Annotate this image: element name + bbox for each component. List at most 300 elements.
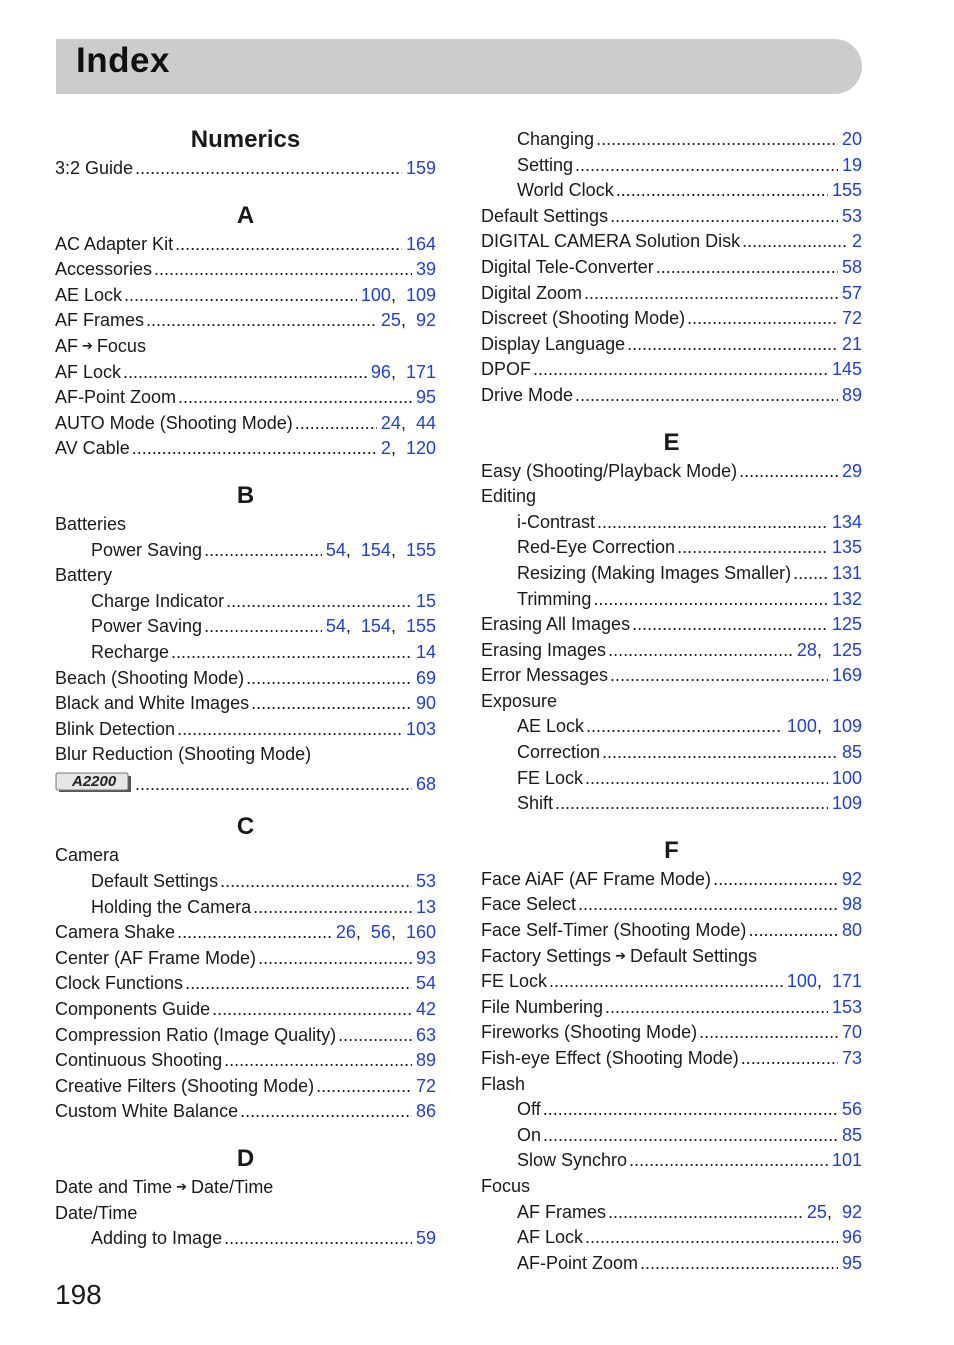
leader-dots <box>251 691 412 717</box>
page-link[interactable]: 171 <box>405 361 436 382</box>
page-link[interactable]: 132 <box>831 588 862 609</box>
index-entry <box>55 717 436 743</box>
see-reference: Focus <box>96 335 146 356</box>
page-link[interactable]: 21 <box>841 333 862 354</box>
entry-label: Beach (Shooting Mode) <box>55 667 245 688</box>
page-references <box>326 538 436 564</box>
index-entry <box>55 1048 436 1074</box>
entry-label: Components Guide <box>55 999 211 1020</box>
leader-dots <box>240 1099 412 1125</box>
leader-dots <box>593 587 828 613</box>
leader-dots <box>741 1046 838 1072</box>
index-entry <box>55 1099 436 1125</box>
page-link[interactable]: 54 <box>415 973 436 994</box>
see-arrow-icon: ➔ <box>176 1180 187 1195</box>
page-link[interactable]: 68 <box>415 773 436 794</box>
page-link[interactable]: 59 <box>415 1228 436 1249</box>
entry-label: Power Saving <box>91 539 203 560</box>
index-entry <box>55 1175 436 1201</box>
entry-label: Date/Time <box>55 1202 138 1223</box>
page-link[interactable]: 125 <box>831 614 862 635</box>
index-entry <box>55 334 436 360</box>
leader-dots <box>132 436 377 462</box>
section-heading-numerics: Numerics <box>190 126 301 153</box>
index-entry <box>481 281 862 307</box>
page-link[interactable]: 145 <box>831 359 862 380</box>
entry-label: Custom White Balance <box>55 1101 239 1122</box>
page-references <box>832 612 862 638</box>
index-entry <box>55 563 436 589</box>
index-subentry <box>481 740 862 766</box>
page-references <box>416 1226 436 1252</box>
page-references <box>832 178 862 204</box>
leader-dots <box>204 538 322 564</box>
entry-label: AF Lock <box>55 361 122 382</box>
page-separator: , <box>390 438 406 459</box>
entry-label: Fish-eye Effect (Shooting Mode) <box>481 1048 739 1068</box>
page-references <box>832 1148 862 1174</box>
index-entry <box>55 1074 436 1100</box>
page-references <box>326 614 436 640</box>
leader-dots <box>608 638 793 664</box>
index-subentry <box>481 1123 862 1149</box>
page-link[interactable]: 131 <box>831 562 862 583</box>
leader-dots <box>640 1251 838 1277</box>
page-link[interactable]: 70 <box>841 1022 862 1043</box>
page-references <box>416 895 436 921</box>
index-entry <box>481 995 862 1021</box>
page-link[interactable]: 15 <box>415 590 436 611</box>
page-link[interactable]: 154 <box>360 539 391 560</box>
leader-dots <box>699 1020 838 1046</box>
page-references <box>832 766 862 792</box>
index-subentry <box>481 1225 862 1251</box>
page-references <box>381 411 436 437</box>
entry-label: i-Contrast <box>517 511 596 532</box>
page-references <box>406 232 436 258</box>
page-link[interactable]: 92 <box>841 1201 862 1222</box>
page-link[interactable]: 80 <box>841 920 862 941</box>
page-separator: , <box>390 539 406 560</box>
leader-dots <box>224 1226 412 1252</box>
page-link[interactable]: 100 <box>786 716 817 737</box>
page-separator: , <box>400 412 416 433</box>
entry-label: Red-Eye Correction <box>517 537 676 558</box>
leader-dots <box>687 306 838 332</box>
index-entry <box>55 1201 436 1227</box>
page-link[interactable]: 103 <box>405 718 436 739</box>
page-references <box>416 971 436 997</box>
index-column-left <box>55 124 436 1252</box>
page-link[interactable]: 90 <box>415 693 436 714</box>
leader-dots <box>543 1123 838 1149</box>
page-references <box>842 1097 862 1123</box>
index-entry <box>55 411 436 437</box>
page-references <box>832 561 862 587</box>
page-link[interactable]: 96 <box>841 1227 862 1248</box>
entry-label: Exposure <box>481 690 558 711</box>
entry-label: FE Lock <box>517 767 584 788</box>
page-references <box>336 920 436 946</box>
page-link[interactable]: 86 <box>415 1101 436 1122</box>
leader-dots <box>543 1097 838 1123</box>
index-entry <box>481 612 862 638</box>
page-link[interactable]: 109 <box>405 284 436 305</box>
entry-label: Factory Settings <box>481 945 612 966</box>
page-link[interactable]: 155 <box>405 539 436 560</box>
page-link[interactable]: 63 <box>415 1024 436 1045</box>
page-references <box>381 308 436 334</box>
leader-dots <box>171 640 412 666</box>
entry-label: Face AiAF (AF Frame Mode) <box>481 868 712 889</box>
page-link[interactable]: 29 <box>841 460 862 481</box>
index-entry <box>481 306 862 332</box>
page-link[interactable]: 56 <box>370 922 391 943</box>
page-link[interactable]: 57 <box>841 282 862 303</box>
entry-label: Creative Filters (Shooting Mode) <box>55 1075 315 1096</box>
page-link[interactable]: 69 <box>415 667 436 688</box>
leader-dots <box>610 204 838 230</box>
page-link[interactable]: 42 <box>415 999 436 1020</box>
page-link[interactable]: 28 <box>796 639 817 660</box>
page-references <box>842 1123 862 1149</box>
index-column-right <box>481 127 862 1276</box>
page-references <box>842 306 862 332</box>
section-heading-f: F <box>664 836 679 864</box>
page-references <box>842 1046 862 1072</box>
page-link[interactable]: 95 <box>841 1252 862 1273</box>
leader-dots <box>224 1048 412 1074</box>
index-entry <box>55 232 436 258</box>
page-link[interactable]: 72 <box>415 1075 436 1096</box>
index-subentry <box>55 1226 436 1252</box>
leader-dots <box>608 1200 803 1226</box>
page-link[interactable]: 85 <box>841 1124 862 1145</box>
page-link[interactable]: 154 <box>360 616 391 637</box>
leader-dots <box>584 281 838 307</box>
index-entry <box>481 204 862 230</box>
page-references <box>852 229 862 255</box>
entry-label: Focus <box>481 1175 531 1196</box>
index-subentry <box>481 1200 862 1226</box>
page-link[interactable]: 89 <box>841 384 862 405</box>
page-link[interactable]: 26 <box>335 922 356 943</box>
page-link[interactable]: 155 <box>405 616 436 637</box>
entry-label: AE Lock <box>517 716 585 737</box>
entry-label: Digital Tele-Converter <box>481 256 654 277</box>
page-references <box>842 281 862 307</box>
leader-dots <box>177 717 402 743</box>
page-references <box>406 717 436 743</box>
entry-label: FE Lock <box>481 971 548 992</box>
index-subentry <box>481 766 862 792</box>
index-subentry <box>55 895 436 921</box>
index-entry <box>55 512 436 538</box>
page-link[interactable]: 13 <box>415 896 436 917</box>
page-link[interactable]: 25 <box>380 310 401 331</box>
entry-label: Resizing (Making Images Smaller) <box>517 562 792 583</box>
page-link[interactable]: 98 <box>841 894 862 915</box>
index-subentry <box>481 510 862 536</box>
index-entry <box>55 436 436 462</box>
page-references <box>842 740 862 766</box>
leader-dots <box>316 1074 412 1100</box>
index-subentry <box>481 587 862 613</box>
page-references <box>807 1200 862 1226</box>
page-references <box>416 1099 436 1125</box>
leader-dots <box>586 714 783 740</box>
page-link[interactable]: 95 <box>415 387 436 408</box>
page-link[interactable]: 96 <box>370 361 391 382</box>
see-arrow-icon: ➔ <box>615 948 626 964</box>
entry-label: AE Lock <box>55 284 123 305</box>
entry-label: Erasing Images <box>481 639 607 660</box>
entry-label: Default Settings <box>91 871 219 892</box>
page-link[interactable]: 53 <box>841 205 862 226</box>
page-link[interactable]: 109 <box>831 716 862 737</box>
leader-dots <box>226 589 412 615</box>
page-references <box>416 946 436 972</box>
page-link[interactable]: 72 <box>841 308 862 329</box>
entry-label: Display Language <box>481 333 626 354</box>
page-separator: , <box>345 616 361 637</box>
page-link[interactable]: 93 <box>415 947 436 968</box>
leader-dots <box>578 892 838 918</box>
page-references <box>416 869 436 895</box>
index-entry <box>55 691 436 717</box>
page-references <box>842 892 862 918</box>
entry-label: Batteries <box>55 513 127 534</box>
page-link[interactable]: 89 <box>415 1050 436 1071</box>
page-separator: , <box>390 284 406 305</box>
page-link[interactable]: 120 <box>405 438 436 459</box>
entry-label: Camera Shake <box>55 922 176 943</box>
index-entry <box>481 484 862 510</box>
page-link[interactable]: 171 <box>831 971 862 992</box>
page-separator: , <box>345 539 361 560</box>
entry-label: Blur Reduction (Shooting Mode) <box>55 744 312 765</box>
index-subentry <box>481 178 862 204</box>
page-references <box>416 257 436 283</box>
page-references <box>842 1020 862 1046</box>
page-link[interactable]: 109 <box>831 793 862 814</box>
index-subentry <box>481 127 862 153</box>
leader-dots <box>175 232 402 258</box>
entry-label: Editing <box>481 486 537 507</box>
entry-label: AF Frames <box>55 310 145 331</box>
page-references <box>842 255 862 281</box>
page-link[interactable]: 100 <box>786 971 817 992</box>
leader-dots <box>616 178 828 204</box>
index-subentry <box>481 561 862 587</box>
entry-label: Discreet (Shooting Mode) <box>481 308 686 329</box>
page-link[interactable]: 53 <box>415 871 436 892</box>
leader-dots <box>178 385 412 411</box>
page-link[interactable]: 54 <box>325 539 346 560</box>
page-references <box>832 357 862 383</box>
index-entry <box>481 255 862 281</box>
page-link[interactable]: 2 <box>380 438 391 459</box>
see-reference: Default Settings <box>629 945 758 966</box>
page-link[interactable]: 153 <box>831 996 862 1017</box>
leader-dots <box>533 357 828 383</box>
section-heading-e: E <box>663 428 680 456</box>
index-entry <box>481 969 862 995</box>
page-link[interactable]: 100 <box>831 767 862 788</box>
leader-dots <box>246 666 412 692</box>
index-subentry <box>55 538 436 564</box>
page-references <box>832 587 862 613</box>
index-entry <box>55 257 436 283</box>
leader-dots <box>549 969 783 995</box>
page-references <box>416 640 436 666</box>
page-separator: , <box>826 1201 842 1222</box>
section-heading-d: D <box>236 1145 255 1172</box>
page-link[interactable]: 2 <box>851 231 862 252</box>
entry-label: Flash <box>481 1073 526 1094</box>
entry-label: Holding the Camera <box>91 896 252 917</box>
leader-dots <box>610 663 828 689</box>
index-entry <box>481 867 862 893</box>
leader-dots <box>713 867 838 893</box>
index-entry <box>55 742 436 768</box>
page-link[interactable]: 19 <box>841 154 862 175</box>
index-entry <box>55 920 436 946</box>
entry-label: Charge Indicator <box>91 590 225 611</box>
entry-label: Setting <box>517 154 574 175</box>
entry-label: Correction <box>517 742 601 763</box>
entry-label: Accessories <box>55 259 153 280</box>
entry-label: AF-Point Zoom <box>517 1252 639 1273</box>
page-link[interactable]: 14 <box>415 641 436 662</box>
leader-dots <box>253 895 412 921</box>
page-link[interactable]: 25 <box>806 1201 827 1222</box>
page-link[interactable]: 135 <box>831 537 862 558</box>
entry-label: Recharge <box>91 641 170 662</box>
page-separator: , <box>390 361 406 382</box>
section-heading-c: C <box>236 813 255 841</box>
page-link[interactable]: 169 <box>831 665 862 686</box>
leader-dots <box>146 308 377 334</box>
page-references <box>787 969 862 995</box>
entry-label: AC Adapter Kit <box>55 233 174 254</box>
index-subentry <box>481 791 862 817</box>
entry-label: Error Messages <box>481 665 609 686</box>
page-separator: , <box>400 310 416 331</box>
entry-label: On <box>517 1124 542 1145</box>
index-entry <box>55 360 436 386</box>
page-references <box>842 1225 862 1251</box>
index-entry <box>481 689 862 715</box>
page-separator: , <box>816 716 832 737</box>
page-link[interactable]: 92 <box>415 310 436 331</box>
index-entry <box>55 1023 436 1049</box>
entry-label: Power Saving <box>91 616 203 637</box>
leader-dots <box>135 772 412 798</box>
entry-label: Continuous Shooting <box>55 1050 223 1071</box>
page-link[interactable]: 101 <box>831 1150 862 1171</box>
entry-label: Camera <box>55 845 120 866</box>
page-link[interactable]: 134 <box>831 511 862 532</box>
page-link[interactable]: 73 <box>841 1048 862 1068</box>
leader-dots <box>555 791 828 817</box>
page-references <box>832 663 862 689</box>
page-link[interactable]: 125 <box>831 639 862 660</box>
page-link[interactable]: 85 <box>841 742 862 763</box>
leader-dots <box>605 995 828 1021</box>
entry-label: Digital Zoom <box>481 282 583 303</box>
entry-label: DPOF <box>481 359 532 380</box>
index-entry <box>481 383 862 409</box>
entry-label: Battery <box>55 565 113 586</box>
index-subentry <box>481 153 862 179</box>
page-link[interactable]: 155 <box>831 180 862 201</box>
page-references <box>842 204 862 230</box>
page-separator: , <box>355 922 371 943</box>
index-entry <box>481 1046 862 1072</box>
title-bar <box>56 39 862 94</box>
entry-label: Black and White Images <box>55 693 250 714</box>
entry-label: AF <box>55 335 79 356</box>
entry-label: Face Select <box>481 894 577 915</box>
page-references <box>842 918 862 944</box>
index-entry <box>55 971 436 997</box>
entry-label: AUTO Mode (Shooting Mode) <box>55 412 293 433</box>
page-link[interactable]: 44 <box>415 412 436 433</box>
page-link[interactable]: 160 <box>405 922 436 943</box>
index-entry <box>55 946 436 972</box>
page-references <box>842 332 862 358</box>
page-link[interactable]: 56 <box>841 1099 862 1120</box>
index-entry <box>55 666 436 692</box>
page-references <box>361 283 436 309</box>
entry-label: Compression Ratio (Image Quality) <box>55 1024 337 1045</box>
entry-label: Default Settings <box>481 205 609 226</box>
section-heading-b: B <box>236 481 255 509</box>
index-entry <box>481 663 862 689</box>
model-badge-label: A2200 <box>72 772 117 790</box>
page-link[interactable]: 92 <box>841 868 862 889</box>
page-link[interactable]: 164 <box>405 233 436 254</box>
entry-label: Adding to Image <box>91 1228 223 1249</box>
leader-dots <box>629 1148 828 1174</box>
index-entry <box>481 1072 862 1098</box>
leader-dots <box>220 869 412 895</box>
leader-dots <box>602 740 838 766</box>
leader-dots <box>338 1023 412 1049</box>
leader-dots <box>135 156 402 182</box>
leader-dots <box>123 360 367 386</box>
entry-label: AV Cable <box>55 438 130 459</box>
entry-label: 3:2 Guide <box>55 158 134 178</box>
page-link[interactable]: 20 <box>841 129 862 149</box>
page-link[interactable]: 100 <box>360 284 391 305</box>
page-link[interactable]: 159 <box>405 158 436 178</box>
index-entry <box>481 1020 862 1046</box>
page-link[interactable]: 39 <box>415 259 436 280</box>
page-number: 198 <box>55 1279 102 1310</box>
index-entry <box>55 308 436 334</box>
leader-dots <box>295 411 377 437</box>
page-link[interactable]: 58 <box>841 256 862 277</box>
page-separator: , <box>816 971 832 992</box>
page-references <box>416 772 436 798</box>
page-link[interactable]: 54 <box>325 616 346 637</box>
entry-label: Erasing All Images <box>481 614 631 635</box>
page-link[interactable]: 24 <box>380 412 401 433</box>
leader-dots <box>575 153 838 179</box>
leader-dots <box>677 535 828 561</box>
